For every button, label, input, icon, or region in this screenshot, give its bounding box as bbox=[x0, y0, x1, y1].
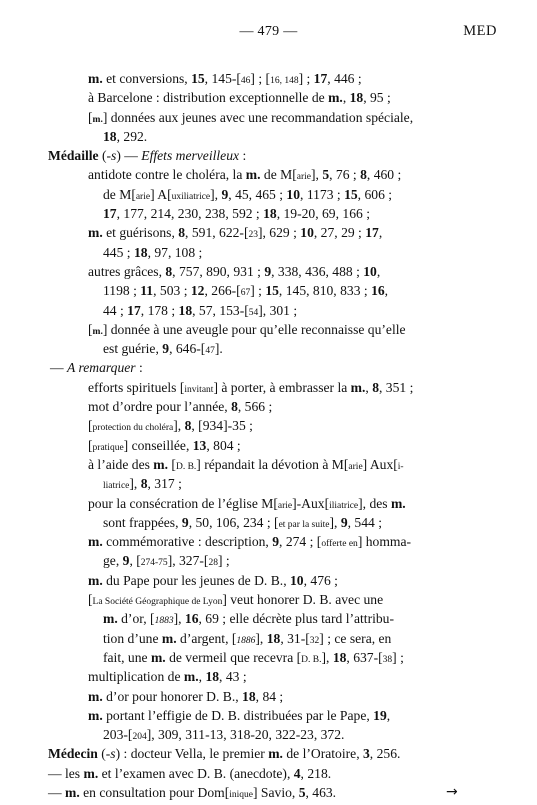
entry-line: autres grâces, 8, 757, 890, 931 ; 9, 338, 436, 488 ; 10, bbox=[88, 263, 381, 279]
entry-line: tion d’une m. d’argent, [1886], 18, 31-[32] ; ce sera, en bbox=[103, 630, 392, 646]
entry-heading-line: Médaille (-s) — Effets merveilleux : bbox=[48, 148, 247, 164]
entry-heading-line: — m. en consultation pour Dom[inique] Savio, 5, 463. → bbox=[0, 783, 537, 802]
entry-line: à l’aide des m. [D. B.] répandait la dévotion à M[arie] Aux[i- bbox=[88, 456, 404, 472]
entry-line: 203-[204], 309, 311-13, 318-20, 322-23, 372. bbox=[103, 727, 345, 743]
page-number: — 479 — bbox=[239, 24, 298, 39]
entry-line: pour la consécration de l’église M[arie]-Aux[iliatrice], des m. bbox=[88, 495, 406, 511]
entry-line: m. et guérisons, 8, 591, 622-[23], 629 ; 10, 27, 29 ; 17, bbox=[88, 225, 383, 241]
entry-line: [m.] donnée à une aveugle pour qu’elle reconnaisse qu’elle bbox=[88, 321, 406, 337]
entry-line: [protection du choléra], 8, [934]-35 ; bbox=[88, 418, 253, 434]
entry-line: multiplication de m., 18, 43 ; bbox=[88, 669, 247, 685]
entry-line: mot d’ordre pour l’année, 8, 566 ; bbox=[88, 399, 273, 415]
entry-line: m. et conversions, 15, 145-[46] ; [16, 148] ; 17, 446 ; bbox=[88, 71, 362, 86]
entry-line: fait, une m. de vermeil que recevra [D. B.], 18, 637-[38] ; bbox=[103, 649, 404, 665]
entry-heading-line: — les m. et l’examen avec D. B. (anecdote), 4, 218. bbox=[48, 765, 332, 781]
entry-line: 17, 177, 214, 230, 238, 592 ; 18, 19-20, 69, 166 ; bbox=[103, 206, 370, 222]
running-head: MED bbox=[463, 23, 497, 39]
entry-line: m. d’or, [1883], 16, 69 ; elle décrète plus tard l’attribu- bbox=[103, 611, 395, 627]
entry-line: [La Société Géographique de Lyon] veut honorer D. B. avec une bbox=[88, 592, 384, 608]
entry-line: m. du Pape pour les jeunes de D. B., 10, 476 ; bbox=[88, 572, 338, 588]
entry-line: — A remarquer : bbox=[50, 360, 143, 376]
continuation-arrow-icon: → bbox=[446, 783, 458, 800]
index-entries bbox=[0, 69, 537, 802]
entry-line: m. d’or pour honorer D. B., 18, 84 ; bbox=[88, 688, 284, 704]
entry-line: liatrice], 8, 317 ; bbox=[103, 476, 182, 492]
entry-heading-line: Médecin (-s) : docteur Vella, le premier m. de l’Oratoire, 3, 256. bbox=[48, 746, 401, 762]
entry-line: [m.] données aux jeunes avec une recommandation spéciale, bbox=[88, 109, 414, 125]
entry-line: efforts spirituels [invitant] à porter, à embrasser la m., 8, 351 ; bbox=[88, 379, 414, 395]
entry-line: à Barcelone : distribution exceptionnelle de m., 18, 95 ; bbox=[88, 90, 391, 106]
entry-line: 44 ; 17, 178 ; 18, 57, 153-[54], 301 ; bbox=[103, 302, 298, 318]
entry-line: ge, 9, [274-75], 327-[28] ; bbox=[103, 553, 230, 569]
entry-line: antidote contre le choléra, la m. de M[arie], 5, 76 ; 8, 460 ; bbox=[88, 167, 402, 183]
entry-line: de M[arie] A[uxiliatrice], 9, 45, 465 ; 10, 1173 ; 15, 606 ; bbox=[103, 186, 393, 202]
entry-line: 445 ; 18, 97, 108 ; bbox=[103, 244, 203, 260]
page-header bbox=[0, 22, 537, 42]
entry-line: m. commémorative : description, 9, 274 ; [offerte en] homma- bbox=[88, 534, 412, 550]
entry-line: est guérie, 9, 646-[47]. bbox=[103, 341, 223, 357]
entry-line: 1198 ; 11, 503 ; 12, 266-[67] ; 15, 145, 810, 833 ; 16, bbox=[103, 283, 389, 299]
entry-line: m. portant l’effigie de D. B. distribuées par le Pape, 19, bbox=[88, 707, 391, 723]
entry-line: sont frappées, 9, 50, 106, 234 ; [et par la suite], 9, 544 ; bbox=[103, 514, 382, 530]
entry-line: [pratique] conseillée, 13, 804 ; bbox=[88, 437, 241, 453]
entry-line: 18, 292. bbox=[103, 128, 148, 144]
